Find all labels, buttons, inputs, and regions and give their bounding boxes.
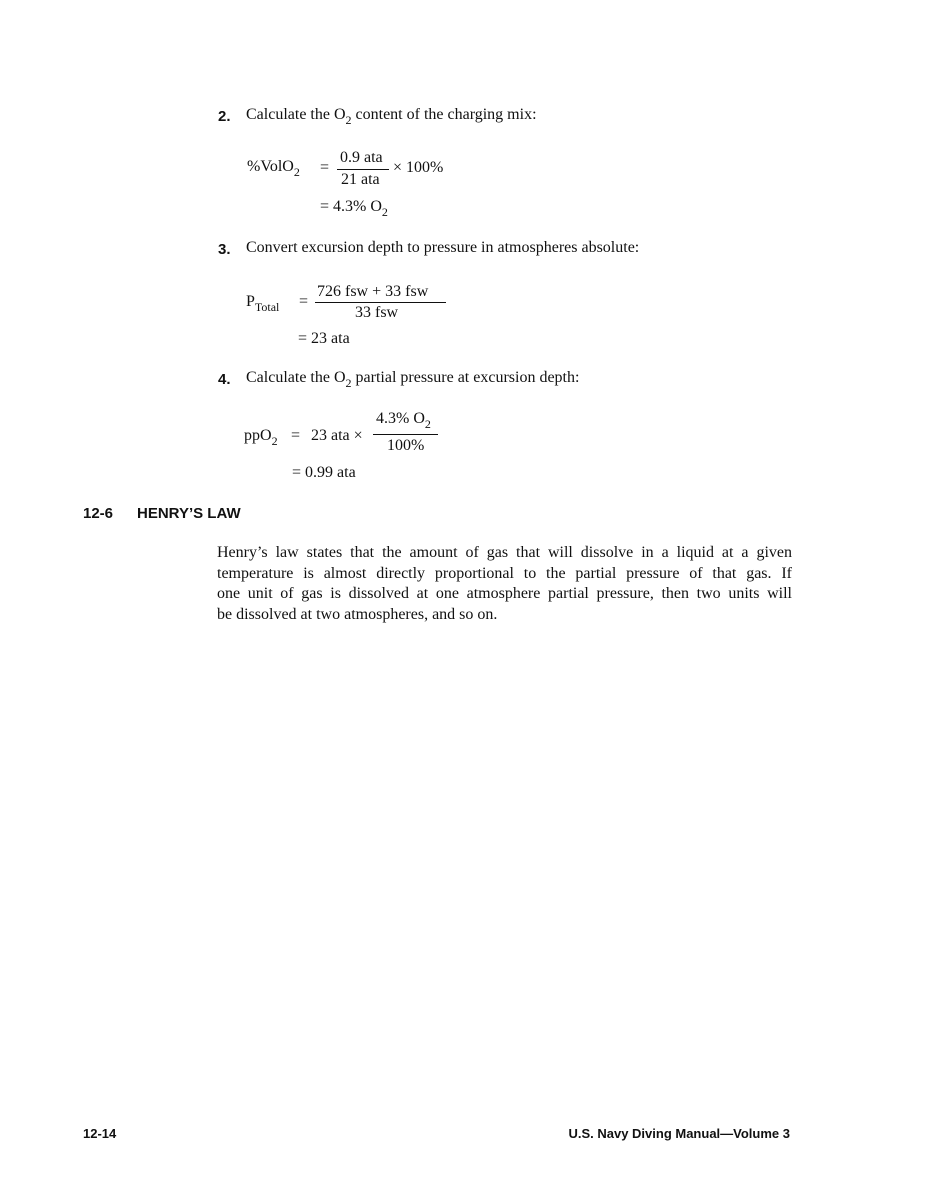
fraction-numerator: 726 fsw + 33 fsw bbox=[317, 283, 429, 300]
equation-lhs: %VolO$_2$ bbox=[247, 158, 300, 179]
step-number: 2. bbox=[218, 108, 231, 125]
fraction-denominator: 33 fsw bbox=[355, 304, 399, 321]
body-paragraph bbox=[217, 543, 792, 625]
section-title: HENRY’S LAW bbox=[137, 505, 241, 522]
step-number: 3. bbox=[218, 241, 231, 258]
fraction-numerator: 0.9 ata bbox=[340, 149, 383, 166]
fraction-denominator: 21 ata bbox=[341, 171, 380, 188]
step-text: Convert excursion depth to pressure in atmospheres absolute: bbox=[246, 239, 640, 256]
section-number: 12-6 bbox=[83, 505, 114, 522]
paragraph-line: be dissolved at two atmospheres, and so on. bbox=[217, 605, 498, 623]
paragraph-line: Henry’s law states that the amount of gas that will dissolve in a liquid at a given bbox=[217, 544, 792, 561]
equation-lhs: $P_{Total}$ bbox=[246, 293, 280, 314]
equation-result: = 23 ata bbox=[298, 330, 350, 347]
paragraph-line: temperature is almost directly proportional to the partial pressure of that gas. If bbox=[217, 564, 792, 582]
equals-sign: = bbox=[320, 159, 330, 176]
step-number: 4. bbox=[218, 371, 231, 388]
multiplier: × 100% bbox=[393, 159, 444, 176]
page-number: 12-14 bbox=[83, 1126, 117, 1141]
equals-sign: = bbox=[291, 427, 301, 444]
equation-lhs: ppO$_2$ bbox=[244, 427, 278, 448]
factor: 23 ata × bbox=[311, 427, 363, 444]
step-text: Calculate the $O_2$ content of the charging mix: bbox=[246, 106, 537, 127]
fraction-denominator: 100% bbox=[387, 437, 425, 454]
equation-result: = 4.3% $O_2$ bbox=[320, 198, 388, 219]
equals-sign: = bbox=[299, 293, 309, 310]
manual-title: U.S. Navy Diving Manual—Volume 3 bbox=[568, 1126, 790, 1141]
fraction-bar bbox=[373, 434, 438, 435]
step-text: Calculate the $O_2$ partial pressure at excursion depth: bbox=[246, 369, 580, 390]
fraction-numerator: 4.3% $O_2$ bbox=[376, 410, 431, 431]
equation-result: = 0.99 ata bbox=[292, 464, 356, 481]
paragraph-line: one unit of gas is dissolved at one atmosphere partial pressure, then two units will bbox=[217, 585, 792, 602]
